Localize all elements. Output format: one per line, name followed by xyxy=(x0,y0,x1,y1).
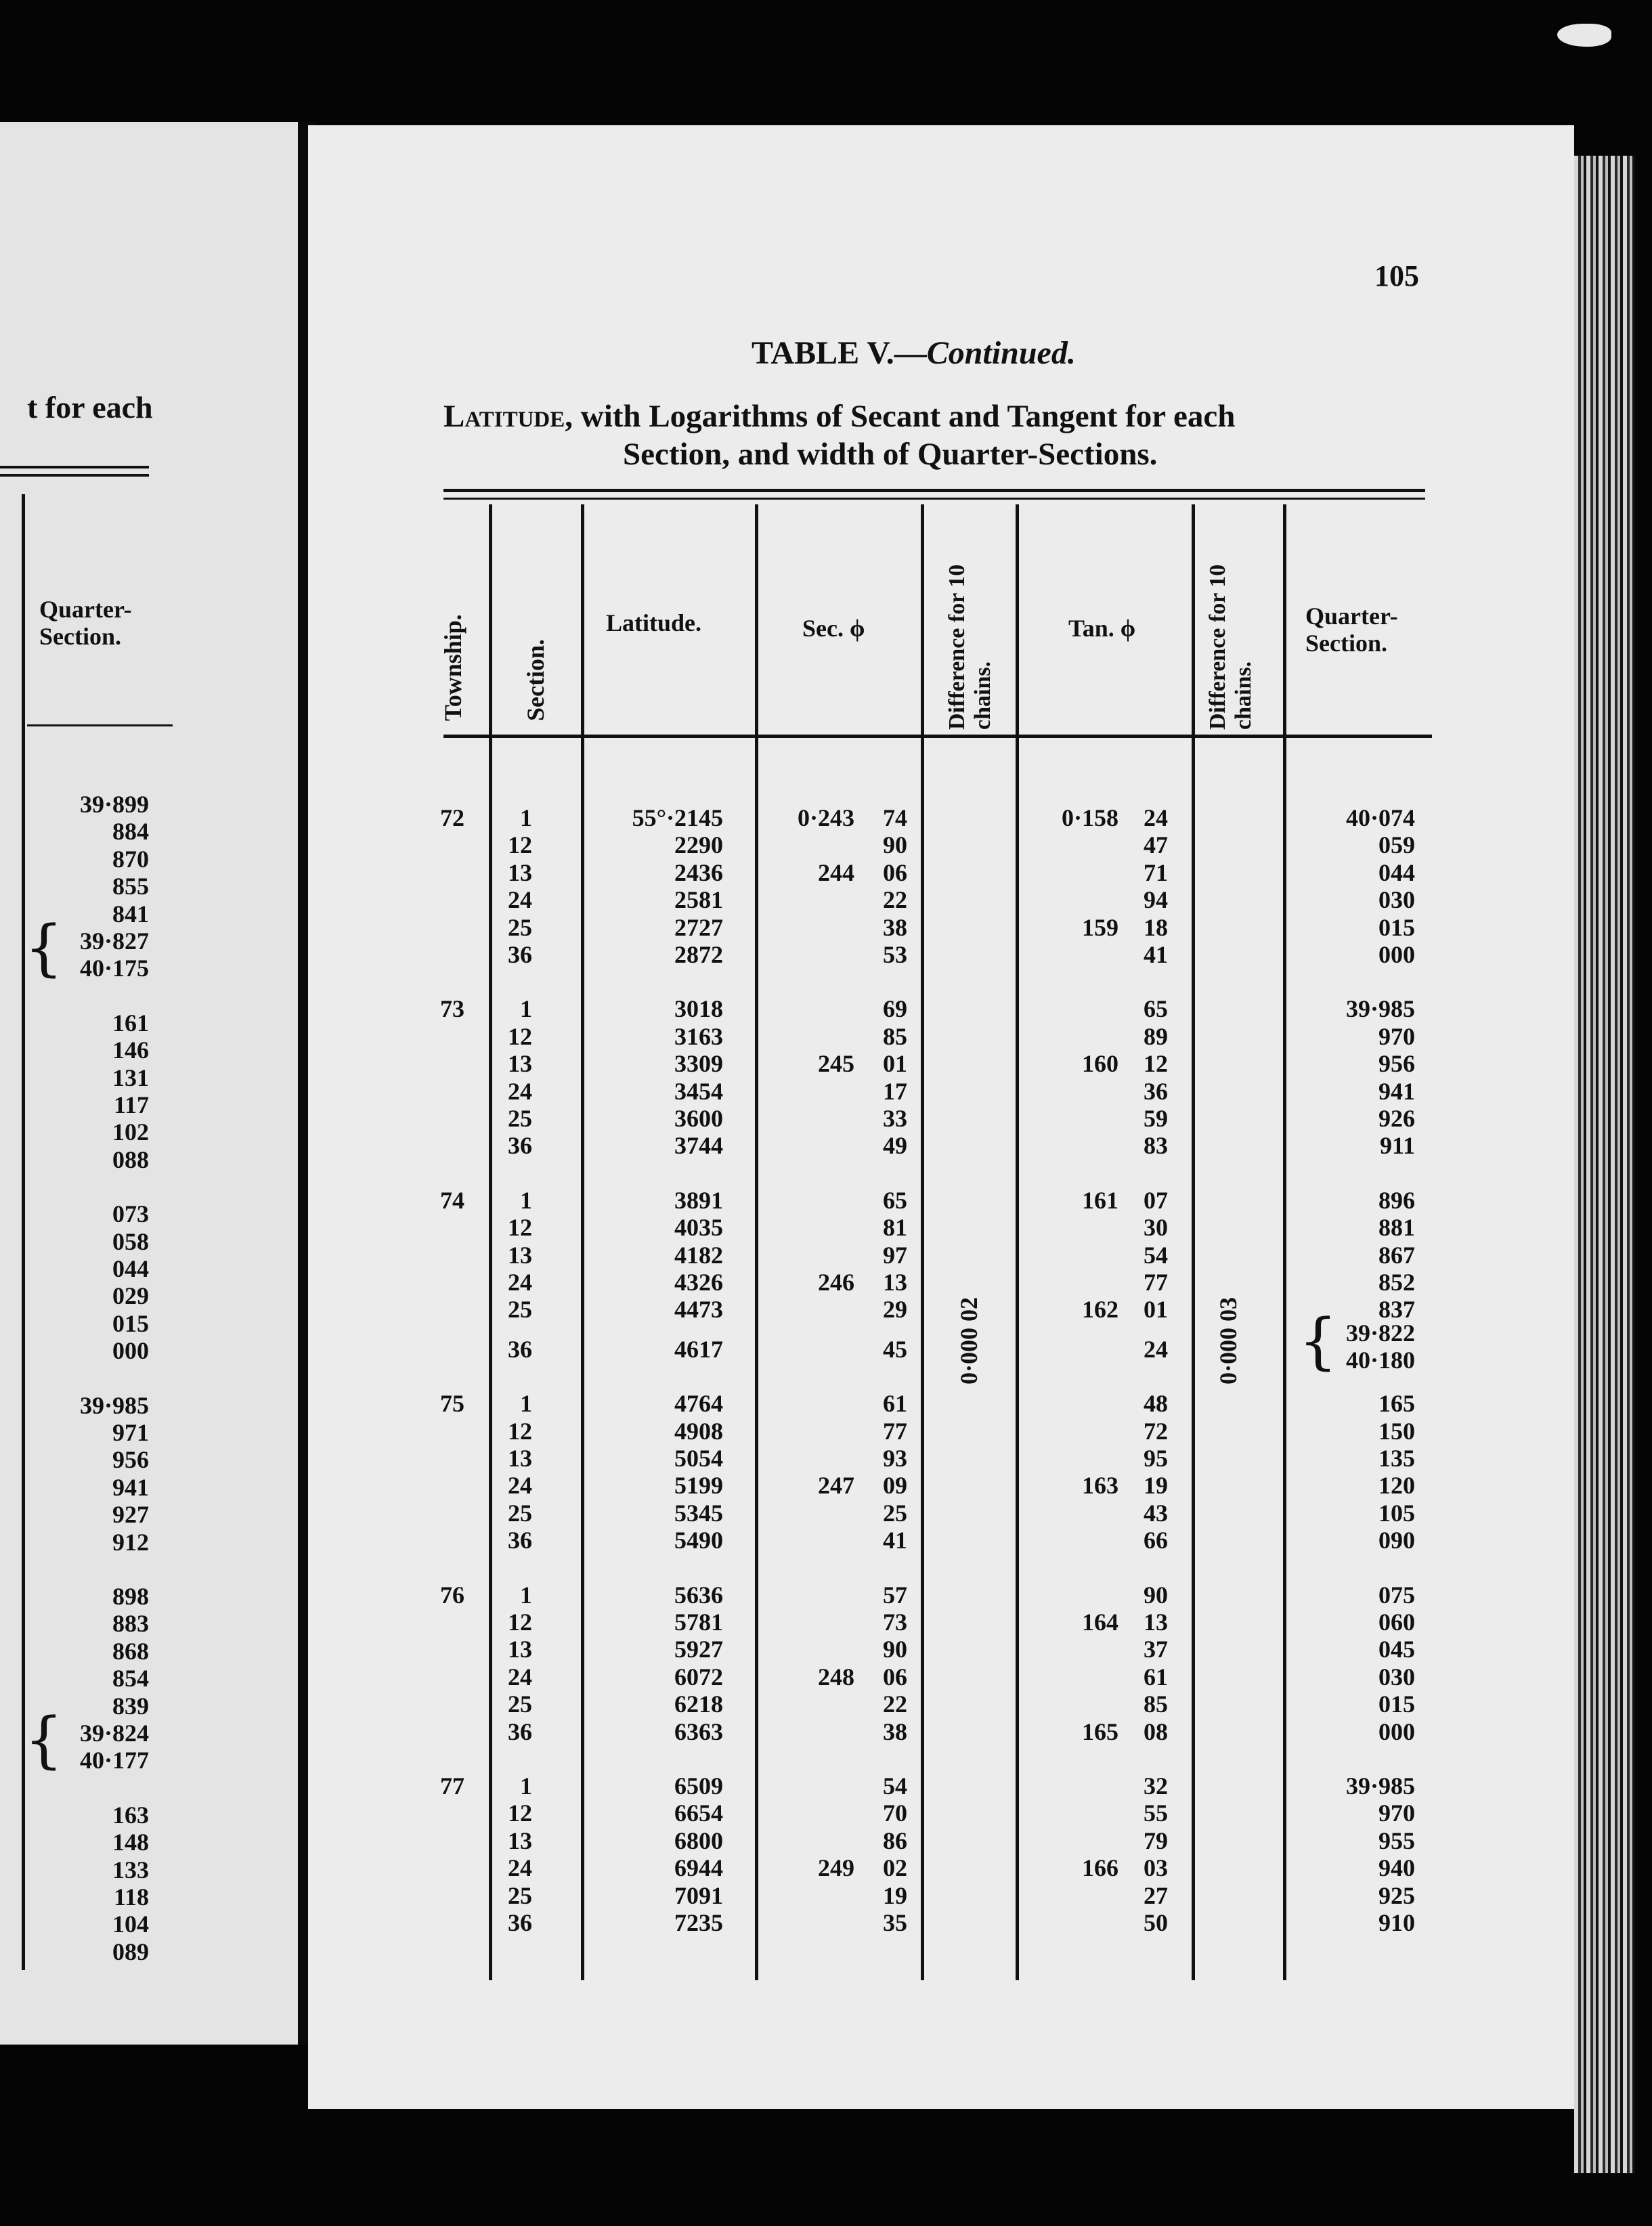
sec-digits-cell: 02 xyxy=(883,1854,907,1882)
latitude-cell: 3744 xyxy=(674,1132,723,1160)
quarter-section-cell: 075 xyxy=(1378,1581,1415,1609)
quarter-section-cell: 000 xyxy=(1378,1718,1415,1745)
paper-scrap xyxy=(1557,24,1611,47)
sec-digits-cell: 06 xyxy=(883,858,907,886)
header-quarter-section: Quarter- Section. xyxy=(1305,603,1398,657)
diff-sec-value: 0·000 02 xyxy=(955,1296,982,1384)
quarter-section-cell: 941 xyxy=(1378,1077,1415,1105)
section-cell: 36 xyxy=(508,941,532,968)
divider-section xyxy=(581,504,584,1980)
section-cell: 24 xyxy=(508,1854,532,1882)
latitude-cell: 4035 xyxy=(674,1214,723,1242)
township-cell: 75 xyxy=(440,1390,464,1418)
sec-main-cell: 0·243 xyxy=(797,804,854,831)
quarter-section-cell: 881 xyxy=(1378,1214,1415,1242)
sec-digits-cell: 09 xyxy=(883,1472,907,1500)
sec-digits-cell: 35 xyxy=(883,1909,907,1936)
sec-main-cell: 244 xyxy=(818,858,854,886)
section-cell: 13 xyxy=(508,1636,532,1663)
tan-digits-cell: 08 xyxy=(1144,1718,1168,1745)
township-cell: 77 xyxy=(440,1772,464,1799)
quarter-section-cell: 911 xyxy=(1379,1132,1415,1160)
left-quarter-section-cell: 089 xyxy=(112,1938,149,1965)
tan-digits-cell: 27 xyxy=(1144,1881,1168,1909)
latitude-cell: 6509 xyxy=(674,1772,723,1799)
table-caption-line2: Section, and width of Quarter-Sections. xyxy=(623,437,1158,472)
sec-digits-cell: 61 xyxy=(883,1390,907,1418)
table-title xyxy=(752,334,1076,372)
left-quarter-section-cell: 029 xyxy=(112,1282,149,1310)
latitude-cell: 4764 xyxy=(674,1390,723,1418)
left-quarter-section-cell: 40·177 xyxy=(79,1747,149,1774)
quarter-section-cell: 165 xyxy=(1378,1390,1415,1418)
tan-main-cell: 159 xyxy=(1082,913,1118,941)
tan-digits-cell: 94 xyxy=(1144,886,1168,914)
latitude-cell: 6218 xyxy=(674,1690,723,1718)
tan-digits-cell: 47 xyxy=(1144,831,1168,859)
header-tan: Tan. ϕ xyxy=(1068,615,1136,642)
latitude-cell: 2581 xyxy=(674,886,723,914)
section-cell: 24 xyxy=(508,1077,532,1105)
latitude-cell: 4908 xyxy=(674,1417,723,1445)
section-cell: 36 xyxy=(508,1132,532,1160)
sec-digits-cell: 54 xyxy=(883,1772,907,1799)
left-quarter-section-cell: 868 xyxy=(112,1637,149,1665)
left-quarter-section-cell: 102 xyxy=(112,1118,149,1146)
left-quarter-section-cell: 971 xyxy=(112,1419,149,1446)
left-quarter-section-cell: 163 xyxy=(112,1801,149,1829)
section-cell: 25 xyxy=(508,913,532,941)
section-cell: 36 xyxy=(508,1909,532,1936)
quarter-section-cell: 044 xyxy=(1378,858,1415,886)
sec-main-cell: 249 xyxy=(818,1854,854,1882)
section-cell: 25 xyxy=(508,1105,532,1132)
tan-digits-cell: 90 xyxy=(1144,1581,1168,1609)
tan-digits-cell: 01 xyxy=(1144,1296,1168,1324)
quarter-section-cell: 867 xyxy=(1378,1241,1415,1269)
left-quarter-section-cell: 146 xyxy=(112,1036,149,1064)
latitude-cell: 6654 xyxy=(674,1799,723,1827)
section-cell: 1 xyxy=(520,1186,532,1214)
left-quarter-section-cell: 927 xyxy=(112,1501,149,1529)
tan-main-cell: 160 xyxy=(1082,1050,1118,1078)
quarter-section-cell: 956 xyxy=(1378,1050,1415,1078)
latitude-cell: 3891 xyxy=(674,1186,723,1214)
left-header-rule xyxy=(27,724,173,726)
quarter-section-cell: 105 xyxy=(1378,1499,1415,1527)
diff-tan-value: 0·000 03 xyxy=(1215,1296,1242,1384)
tan-digits-cell: 30 xyxy=(1144,1214,1168,1242)
tan-digits-cell: 18 xyxy=(1144,913,1168,941)
sec-digits-cell: 33 xyxy=(883,1105,907,1132)
page-edges xyxy=(1574,156,1635,2173)
section-cell: 12 xyxy=(508,1022,532,1050)
tan-digits-cell: 24 xyxy=(1144,1335,1168,1363)
sec-main-cell: 245 xyxy=(818,1050,854,1078)
latitude-cell: 5636 xyxy=(674,1581,723,1609)
tan-digits-cell: 03 xyxy=(1144,1854,1168,1882)
tan-digits-cell: 72 xyxy=(1144,1417,1168,1445)
section-cell: 24 xyxy=(508,1269,532,1296)
tan-digits-cell: 59 xyxy=(1144,1105,1168,1132)
section-cell: 13 xyxy=(508,1445,532,1472)
quarter-section-cell: 896 xyxy=(1378,1186,1415,1214)
tan-digits-cell: 71 xyxy=(1144,858,1168,886)
left-quarter-section-cell: 104 xyxy=(112,1911,149,1938)
caption-rest: , with Logarithms of Secant and Tangent for each xyxy=(565,399,1236,434)
quarter-section-cell: 030 xyxy=(1378,886,1415,914)
left-quarter-section-cell: 117 xyxy=(113,1091,149,1118)
quarter-section-cell: 955 xyxy=(1378,1827,1415,1854)
tan-digits-cell: 85 xyxy=(1144,1690,1168,1718)
latitude-cell: 5199 xyxy=(674,1472,723,1500)
sec-digits-cell: 74 xyxy=(883,804,907,831)
left-quarter-section-cell: 956 xyxy=(112,1446,149,1474)
tan-digits-cell: 89 xyxy=(1144,1022,1168,1050)
quarter-section-cell: 40·074 xyxy=(1345,804,1415,831)
header-township: Township. xyxy=(439,614,466,721)
township-cell: 76 xyxy=(440,1581,464,1609)
latitude-cell: 2872 xyxy=(674,941,723,968)
left-rule-2 xyxy=(0,474,149,477)
section-cell: 12 xyxy=(508,831,532,859)
latitude-cell: 3454 xyxy=(674,1077,723,1105)
tan-digits-cell: 24 xyxy=(1144,804,1168,831)
left-quarter-section-cell: 088 xyxy=(112,1145,149,1173)
section-cell: 13 xyxy=(508,1827,532,1854)
left-quarter-section-cell: 884 xyxy=(112,818,149,846)
quarter-section-cell-alt: 40·180 xyxy=(1345,1346,1415,1374)
left-caption-fragment: t for each xyxy=(27,390,153,424)
tan-digits-cell: 61 xyxy=(1144,1663,1168,1690)
tan-digits-cell: 19 xyxy=(1144,1472,1168,1500)
left-quarter-section-cell: 941 xyxy=(112,1473,149,1501)
sec-digits-cell: 01 xyxy=(883,1050,907,1078)
left-quarter-section-cell: 898 xyxy=(112,1583,149,1610)
quarter-section-cell: 837 xyxy=(1378,1296,1415,1324)
section-cell: 24 xyxy=(508,1663,532,1690)
section-cell: 13 xyxy=(508,858,532,886)
brace-symbol: { xyxy=(1299,1305,1338,1377)
left-quarter-section-cell: 912 xyxy=(112,1528,149,1556)
tan-digits-cell: 95 xyxy=(1144,1445,1168,1472)
latitude-cell: 3018 xyxy=(674,995,723,1023)
tan-digits-cell: 41 xyxy=(1144,941,1168,968)
quarter-section-cell: 39·985 xyxy=(1345,1772,1415,1799)
section-cell: 1 xyxy=(520,1772,532,1799)
left-quarter-section-cell: 855 xyxy=(112,873,149,900)
latitude-cell: 2290 xyxy=(674,831,723,859)
latitude-cell: 4326 xyxy=(674,1269,723,1296)
left-quarter-section-cell: 40·175 xyxy=(79,955,149,982)
quarter-section-cell: 120 xyxy=(1378,1472,1415,1500)
sec-digits-cell: 25 xyxy=(883,1499,907,1527)
left-brace-symbol: { xyxy=(24,913,64,984)
table-caption-line1 xyxy=(443,398,1235,435)
section-cell: 12 xyxy=(508,1799,532,1827)
left-quarter-section-cell: 133 xyxy=(112,1856,149,1883)
left-quarter-section-cell: 883 xyxy=(112,1610,149,1638)
left-rule xyxy=(0,466,149,468)
sec-digits-cell: 57 xyxy=(883,1581,907,1609)
sec-digits-cell: 69 xyxy=(883,995,907,1023)
section-cell: 25 xyxy=(508,1881,532,1909)
left-quarter-section-cell: 870 xyxy=(112,845,149,873)
quarter-section-cell: 045 xyxy=(1378,1636,1415,1663)
quarter-section-cell: 015 xyxy=(1378,1690,1415,1718)
latitude-cell: 6800 xyxy=(674,1827,723,1854)
latitude-cell: 3600 xyxy=(674,1105,723,1132)
tan-digits-cell: 54 xyxy=(1144,1241,1168,1269)
quarter-section-cell: 970 xyxy=(1378,1799,1415,1827)
sec-digits-cell: 86 xyxy=(883,1827,907,1854)
tan-digits-cell: 07 xyxy=(1144,1186,1168,1214)
sec-digits-cell: 73 xyxy=(883,1609,907,1636)
divider-tan xyxy=(1192,504,1195,1980)
section-cell: 12 xyxy=(508,1214,532,1242)
tan-digits-cell: 77 xyxy=(1144,1269,1168,1296)
quarter-section-cell: 852 xyxy=(1378,1269,1415,1296)
left-quarter-section-cell: 073 xyxy=(112,1200,149,1228)
left-quarter-section-cell: 161 xyxy=(112,1009,149,1036)
tan-digits-cell: 79 xyxy=(1144,1827,1168,1854)
tan-digits-cell: 37 xyxy=(1144,1636,1168,1663)
tan-digits-cell: 65 xyxy=(1144,995,1168,1023)
left-quarter-section-header: Quarter- Section. xyxy=(39,596,132,650)
sec-digits-cell: 41 xyxy=(883,1527,907,1554)
header-top-rule xyxy=(443,489,1425,492)
sec-main-cell: 248 xyxy=(818,1663,854,1690)
sec-digits-cell: 70 xyxy=(883,1799,907,1827)
left-quarter-section-cell: 39·899 xyxy=(79,791,149,818)
tan-main-cell: 0·158 xyxy=(1061,804,1118,831)
sec-main-cell: 246 xyxy=(818,1269,854,1296)
section-cell: 1 xyxy=(520,804,532,831)
sec-digits-cell: 53 xyxy=(883,941,907,968)
left-quarter-section-cell: 841 xyxy=(112,900,149,928)
sec-digits-cell: 65 xyxy=(883,1186,907,1214)
tan-digits-cell: 66 xyxy=(1144,1527,1168,1554)
quarter-section-cell: 090 xyxy=(1378,1527,1415,1554)
latitude-cell: 6363 xyxy=(674,1718,723,1745)
section-cell: 25 xyxy=(508,1296,532,1324)
latitude-cell: 7235 xyxy=(674,1909,723,1936)
left-quarter-section-cell: 39·824 xyxy=(79,1720,149,1747)
section-cell: 12 xyxy=(508,1417,532,1445)
section-cell: 13 xyxy=(508,1050,532,1078)
left-quarter-section-cell: 015 xyxy=(112,1309,149,1337)
left-quarter-section-cell: 118 xyxy=(113,1883,149,1911)
left-quarter-section-cell: 39·827 xyxy=(79,928,149,955)
quarter-section-cell: 926 xyxy=(1378,1105,1415,1132)
sec-digits-cell: 90 xyxy=(883,831,907,859)
latitude-cell: 4473 xyxy=(674,1296,723,1324)
latitude-cell: 4182 xyxy=(674,1241,723,1269)
divider-diff-sec xyxy=(1016,504,1019,1980)
divider-township xyxy=(489,504,492,1980)
quarter-section-cell: 000 xyxy=(1378,941,1415,968)
section-cell: 24 xyxy=(508,886,532,914)
section-cell: 25 xyxy=(508,1499,532,1527)
latitude-cell: 6944 xyxy=(674,1854,723,1882)
latitude-cell: 5345 xyxy=(674,1499,723,1527)
left-quarter-section-cell: 058 xyxy=(112,1227,149,1255)
left-brace-symbol: { xyxy=(24,1705,64,1776)
quarter-section-cell: 015 xyxy=(1378,913,1415,941)
sec-digits-cell: 29 xyxy=(883,1296,907,1324)
header-top-rule-2 xyxy=(443,498,1425,500)
section-cell: 36 xyxy=(508,1527,532,1554)
tan-digits-cell: 48 xyxy=(1144,1390,1168,1418)
section-cell: 1 xyxy=(520,1581,532,1609)
quarter-section-cell: 060 xyxy=(1378,1609,1415,1636)
quarter-section-cell: 940 xyxy=(1378,1854,1415,1882)
latitude-cell: 5490 xyxy=(674,1527,723,1554)
page-number: 105 xyxy=(1374,259,1419,292)
tan-digits-cell: 36 xyxy=(1144,1077,1168,1105)
tan-digits-cell: 12 xyxy=(1144,1050,1168,1078)
divider-sec xyxy=(921,504,924,1980)
sec-digits-cell: 38 xyxy=(883,1718,907,1745)
latitude-cell: 3309 xyxy=(674,1050,723,1078)
tan-main-cell: 165 xyxy=(1082,1718,1118,1745)
header-section: Section. xyxy=(522,639,549,721)
quarter-section-cell: 39·985 xyxy=(1345,995,1415,1023)
quarter-section-cell: 150 xyxy=(1378,1417,1415,1445)
sec-main-cell: 247 xyxy=(818,1472,854,1500)
left-quarter-section-cell: 39·985 xyxy=(79,1391,149,1419)
tan-main-cell: 161 xyxy=(1082,1186,1118,1214)
left-quarter-section-cell: 131 xyxy=(112,1064,149,1091)
tan-main-cell: 166 xyxy=(1082,1854,1118,1882)
latitude-cell: 5054 xyxy=(674,1445,723,1472)
sec-digits-cell: 49 xyxy=(883,1132,907,1160)
tan-digits-cell: 83 xyxy=(1144,1132,1168,1160)
sec-digits-cell: 22 xyxy=(883,886,907,914)
header-diff-sec: Difference for 10 chains. xyxy=(944,564,995,730)
section-cell: 36 xyxy=(508,1335,532,1363)
section-cell: 36 xyxy=(508,1718,532,1745)
tan-main-cell: 164 xyxy=(1082,1609,1118,1636)
quarter-section-cell: 39·822 xyxy=(1345,1319,1415,1347)
tan-main-cell: 163 xyxy=(1082,1472,1118,1500)
sec-digits-cell: 19 xyxy=(883,1881,907,1909)
quarter-section-cell: 970 xyxy=(1378,1022,1415,1050)
header-latitude: Latitude. xyxy=(606,609,702,636)
tan-digits-cell: 55 xyxy=(1144,1799,1168,1827)
sec-digits-cell: 77 xyxy=(883,1417,907,1445)
tan-digits-cell: 43 xyxy=(1144,1499,1168,1527)
left-quarter-section-cell: 854 xyxy=(112,1665,149,1693)
latitude-cell: 6072 xyxy=(674,1663,723,1690)
township-cell: 72 xyxy=(440,804,464,831)
sec-digits-cell: 85 xyxy=(883,1022,907,1050)
latitude-cell: 2436 xyxy=(674,858,723,886)
section-cell: 1 xyxy=(520,995,532,1023)
quarter-section-cell: 059 xyxy=(1378,831,1415,859)
table-title-prefix: TABLE V.— xyxy=(752,335,927,371)
table-title-italic: Continued. xyxy=(926,335,1076,371)
latitude-cell: 55°·2145 xyxy=(632,804,723,831)
latitude-cell: 2727 xyxy=(674,913,723,941)
latitude-cell: 5781 xyxy=(674,1609,723,1636)
section-cell: 25 xyxy=(508,1690,532,1718)
section-cell: 13 xyxy=(508,1241,532,1269)
sec-digits-cell: 45 xyxy=(883,1335,907,1363)
header-sec: Sec. ϕ xyxy=(802,615,865,642)
sec-digits-cell: 06 xyxy=(883,1663,907,1690)
latitude-cell: 7091 xyxy=(674,1881,723,1909)
section-cell: 24 xyxy=(508,1472,532,1500)
latitude-cell: 3163 xyxy=(674,1022,723,1050)
latitude-cell: 4617 xyxy=(674,1335,723,1363)
sec-digits-cell: 81 xyxy=(883,1214,907,1242)
sec-digits-cell: 90 xyxy=(883,1636,907,1663)
sec-digits-cell: 97 xyxy=(883,1241,907,1269)
township-cell: 74 xyxy=(440,1186,464,1214)
section-cell: 12 xyxy=(508,1609,532,1636)
sec-digits-cell: 38 xyxy=(883,913,907,941)
tan-main-cell: 162 xyxy=(1082,1296,1118,1324)
township-cell: 73 xyxy=(440,995,464,1023)
divider-latitude xyxy=(755,504,758,1980)
tan-digits-cell: 13 xyxy=(1144,1609,1168,1636)
latitude-cell: 5927 xyxy=(674,1636,723,1663)
left-quarter-section-cell: 148 xyxy=(112,1829,149,1856)
header-diff-tan: Difference for 10 chains. xyxy=(1205,564,1256,730)
quarter-section-cell: 910 xyxy=(1378,1909,1415,1936)
divider-diff-tan xyxy=(1283,504,1286,1980)
left-quarter-section-cell: 000 xyxy=(112,1337,149,1365)
tan-digits-cell: 50 xyxy=(1144,1909,1168,1936)
left-quarter-section-cell: 044 xyxy=(112,1255,149,1282)
sec-digits-cell: 17 xyxy=(883,1077,907,1105)
caption-lead: Latitude xyxy=(443,399,565,434)
tan-digits-cell: 32 xyxy=(1144,1772,1168,1799)
section-cell: 1 xyxy=(520,1390,532,1418)
left-quarter-section-cell: 839 xyxy=(112,1692,149,1720)
sec-digits-cell: 22 xyxy=(883,1690,907,1718)
quarter-section-cell: 925 xyxy=(1378,1881,1415,1909)
quarter-section-cell: 030 xyxy=(1378,1663,1415,1690)
sec-digits-cell: 13 xyxy=(883,1269,907,1296)
quarter-section-cell: 135 xyxy=(1378,1445,1415,1472)
sec-digits-cell: 93 xyxy=(883,1445,907,1472)
